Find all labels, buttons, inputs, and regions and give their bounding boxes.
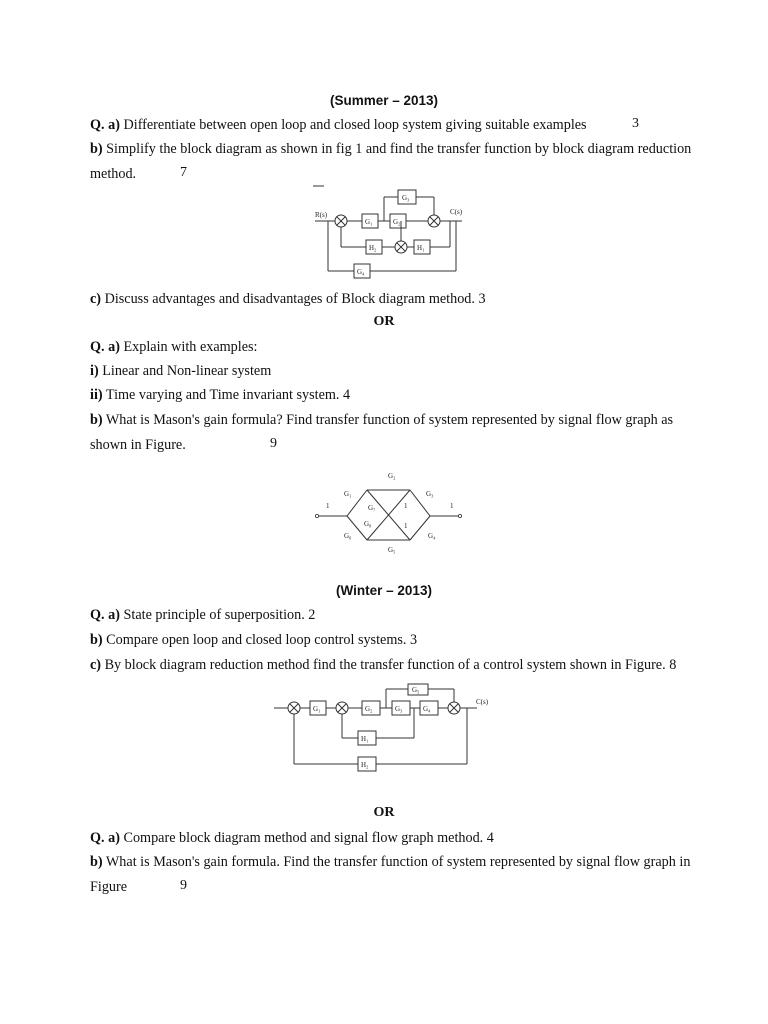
question-2b: b) What is Mason's gain formula? Find transfer function of system represented by signal flow graph as xyxy=(90,412,674,428)
w-block-h1-label: H₁ xyxy=(361,735,369,743)
sfg-label-g3: G₃ xyxy=(426,490,434,498)
marks-1a: 3 xyxy=(632,116,639,131)
sfg-label-g6: G₆ xyxy=(344,532,352,540)
question-1a: Q. a) Differentiate between open loop and closed loop system giving suitable examples xyxy=(90,117,587,133)
output-label: C(s) xyxy=(450,208,463,216)
sfg-output-gain: 1 xyxy=(450,502,454,510)
or-separator-1: OR xyxy=(373,314,395,329)
block-diagram-figure-3 xyxy=(272,684,497,774)
w-block-g4-label: G₄ xyxy=(423,705,431,713)
question-w2b: b) What is Mason's gain formula. Find the transfer function of system represented by signal flow graph in xyxy=(90,854,691,870)
question-w1a: Q. a) State principle of superposition. 2 xyxy=(90,607,316,623)
question-w2a: Q. a) Compare block diagram method and signal flow graph method. 4 xyxy=(90,830,494,846)
sfg-label-1a: 1 xyxy=(404,502,408,510)
w-output-label: C(s) xyxy=(476,698,489,706)
sfg-label-g2: G₂ xyxy=(388,472,396,480)
section-heading-winter: (Winter – 2013) xyxy=(336,583,432,598)
sfg-label-g4: G₄ xyxy=(428,532,436,540)
question-w1b: b) Compare open loop and closed loop control systems. 3 xyxy=(90,632,418,648)
section-heading-summer: (Summer – 2013) xyxy=(329,93,439,108)
block-g4-label: G₄ xyxy=(357,268,365,276)
marks-1b: 7 xyxy=(180,165,187,180)
sfg-label-1b: 1 xyxy=(404,522,408,530)
sfg-input-gain: 1 xyxy=(326,502,330,510)
signal-flow-graph-figure xyxy=(312,466,467,558)
block-g3-label: G₃ xyxy=(402,194,410,202)
marks-2b: 9 xyxy=(270,436,277,451)
block-g1-label: G₁ xyxy=(365,218,373,226)
block-h2-label: H₂ xyxy=(369,244,377,252)
question-1c: c) Discuss advantages and disadvantages of Block diagram method. 3 xyxy=(90,291,486,307)
question-2b-cont: shown in Figure. xyxy=(90,437,186,453)
question-1b-cont: method. xyxy=(90,166,137,182)
w-block-g3-label: G₃ xyxy=(395,705,403,713)
w-block-g5-label: G₅ xyxy=(412,686,420,694)
question-2a-i: i) Linear and Non-linear system xyxy=(90,363,272,379)
block-h1-label: H₁ xyxy=(417,244,425,252)
sfg-label-g8: G₈ xyxy=(364,520,372,528)
question-w2b-cont: Figure xyxy=(90,879,128,895)
block-diagram-figure-1 xyxy=(310,183,470,283)
input-label: R(s) xyxy=(315,211,328,219)
question-2a-ii: ii) Time varying and Time invariant system. 4 xyxy=(90,387,351,403)
question-1b: b) Simplify the block diagram as shown in fig 1 and find the transfer function by block diagram reduction xyxy=(90,141,692,157)
marks-w2b: 9 xyxy=(180,878,187,893)
question-2a: Q. a) Explain with examples: xyxy=(90,339,258,355)
sfg-label-g5: G₅ xyxy=(388,546,396,554)
or-separator-2: OR xyxy=(373,805,395,820)
sfg-label-g7: G₇ xyxy=(368,504,376,512)
question-w1c: c) By block diagram reduction method find the transfer function of a control system shown in Figure. 8 xyxy=(90,657,677,673)
w-block-g2-label: G₂ xyxy=(365,705,373,713)
block-g2-label: G₂ xyxy=(393,218,401,226)
sfg-label-g1: G₁ xyxy=(344,490,352,498)
w-block-h2-label: H₂ xyxy=(361,761,369,769)
w-block-g1-label: G₁ xyxy=(313,705,321,713)
